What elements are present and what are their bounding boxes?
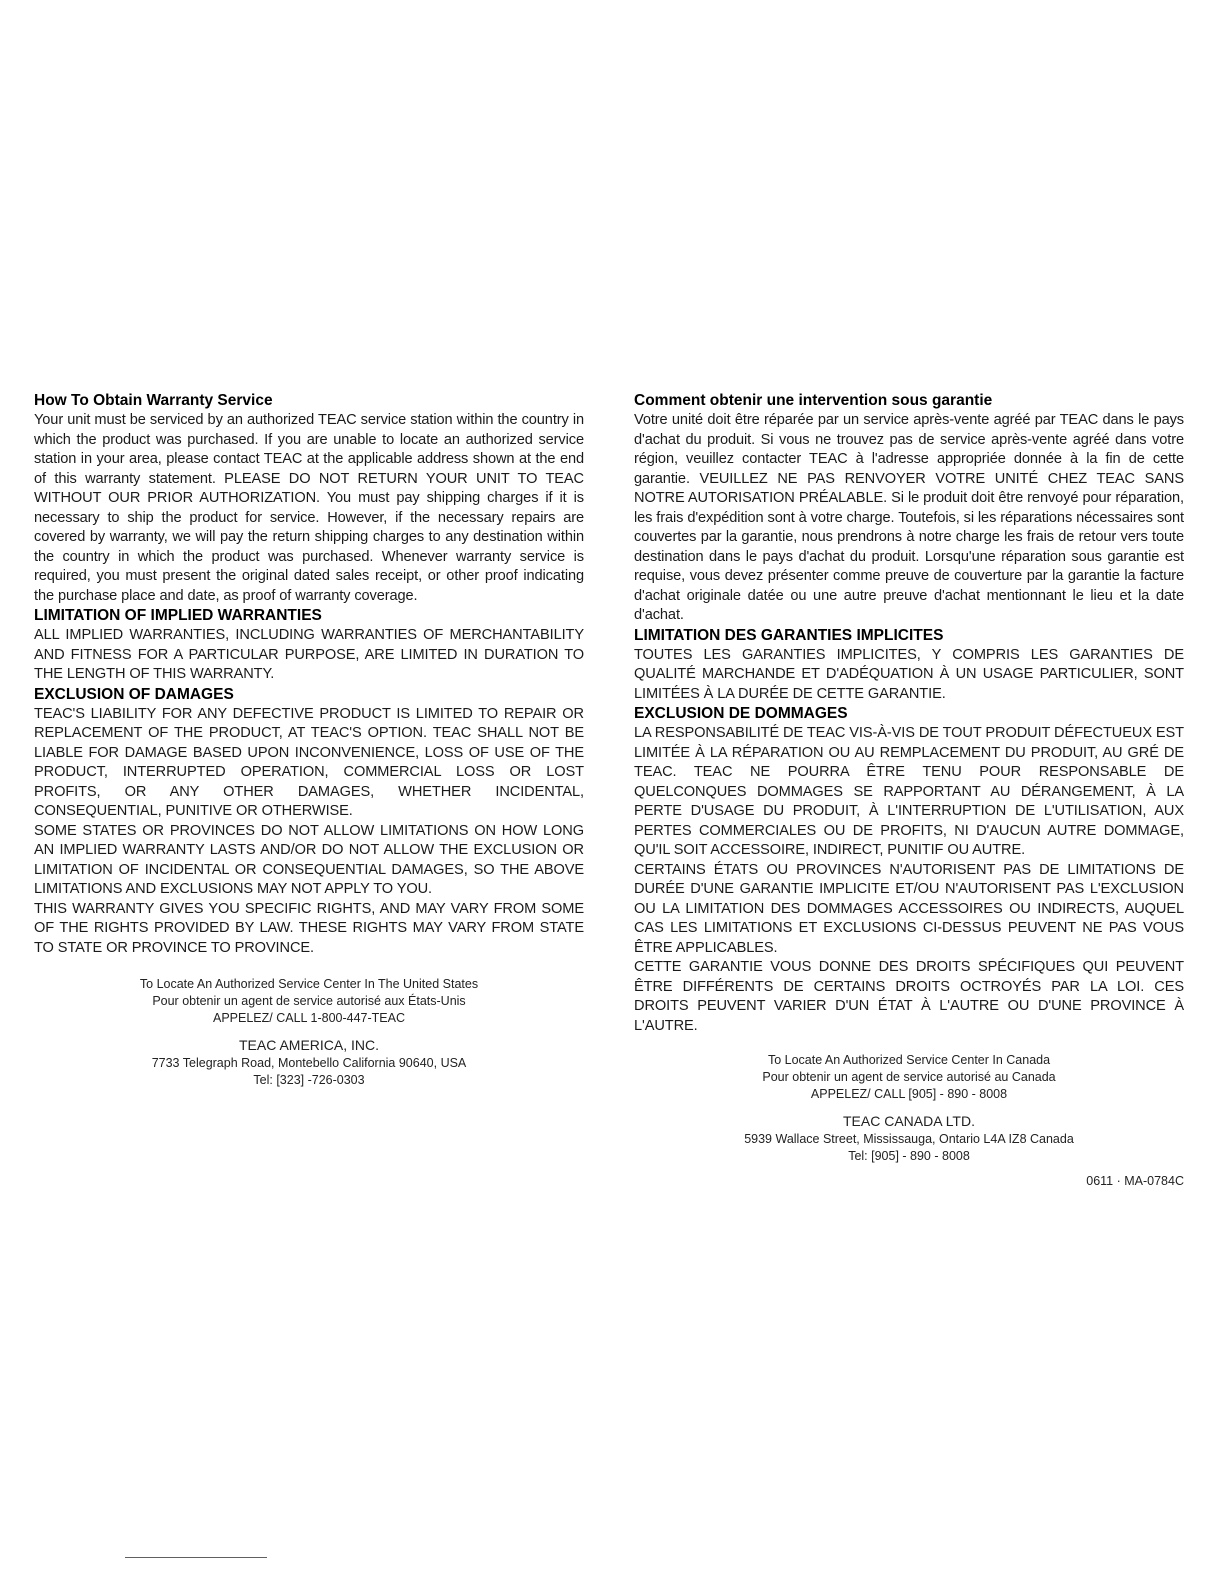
heading-intervention-garantie: Comment obtenir une intervention sous garantie <box>634 392 993 409</box>
canada-call-number: APPELEZ/ CALL [905] - 890 - 8008 <box>810 1087 1008 1101</box>
canada-company-address: 5939 Wallace Street, Mississauga, Ontario L4A IZ8 Canada <box>744 1132 1074 1146</box>
canada-company-tel: Tel: [905] - 890 - 8008 <box>848 1149 970 1163</box>
canada-locate-line-fr: Pour obtenir un agent de service autorisé au Canada <box>762 1070 1056 1084</box>
us-company-tel: Tel: [323] -726-0303 <box>253 1073 365 1087</box>
us-company-name: TEAC AMERICA, INC. <box>238 1037 380 1053</box>
paragraph-specific-rights: THIS WARRANTY GIVES YOU SPECIFIC RIGHTS, AND MAY VARY FROM SOME OF THE RIGHTS PROVIDED BY LAW. THESE RIGHTS MAY VARY FROM STATE TO STATE OR PROVINCE TO PROVINCE. <box>34 900 584 956</box>
paragraph-exclusion-of-damages: TEAC'S LIABILITY FOR ANY DEFECTIVE PRODUCT IS LIMITED TO REPAIR OR REPLACEMENT OF THE PRODUCT, AT TEAC'S OPTION. TEAC SHALL NOT BE LIABLE FOR DAMAGE BASED UPON INCONVENIENCE, LOSS OF USE OF THE PRODUCT, INTERRUPTED OPERATION, COMMERCIAL LOSS OR LOST PROFITS, OR ANY OTHER DAMAGES, WHETHER INCIDENTAL, CONSEQUENTIAL, PUNITIVE OR OTHERWISE. <box>34 705 584 819</box>
paragraph-droits-specifiques: CETTE GARANTIE VOUS DONNE DES DROITS SPÉCIFIQUES QUI PEUVENT ÊTRE DIFFÉRENTS DE CERTAINS DROITS OCTROYÉS PAR LA LOI. CES DROITS PEUVENT VARIER D'UN ÉTAT À L'AUTRE OU D'UNE PROVINCE À L'AUTRE. <box>634 959 1184 1034</box>
paragraph-limitations-etats: CERTAINS ÉTATS OU PROVINCES N'AUTORISENT PAS DE LIMITATIONS DE DURÉE D'UNE GARANTIE IMPLICITE ET/OU N'AUTORISENT PAS L'EXCLUSION OU LA LIMITATION DES DOMMAGES ACCESSOIRES OU INDIRECTS, AUQUEL CAS LES LIMITATIONS ET EXCLUSIONS CI-DESSUS PEUVENT NE PAS VOUS ÊTRE APPLICABLES. <box>634 861 1184 956</box>
canada-company-name: TEAC CANADA LTD. <box>843 1113 975 1129</box>
english-column <box>34 391 584 1089</box>
paragraph-limitation-implied-warranties: ALL IMPLIED WARRANTIES, INCLUDING WARRANTIES OF MERCHANTABILITY AND FITNESS FOR A PARTICULAR PURPOSE, ARE LIMITED IN DURATION TO THE LENGTH OF THIS WARRANTY. <box>34 627 584 682</box>
us-service-contact <box>34 976 584 1089</box>
heading-limitation-garanties-implicites: LIMITATION DES GARANTIES IMPLICITES <box>634 626 944 644</box>
heading-limitation-implied-warranties: LIMITATION OF IMPLIED WARRANTIES <box>34 607 322 624</box>
document-number: 0611 · MA-0784C <box>1086 1174 1184 1188</box>
heading-exclusion-de-dommages: EXCLUSION DE DOMMAGES <box>634 705 848 722</box>
paragraph-warranty-service: Your unit must be serviced by an authorized TEAC service station within the country in which the product was purchased. If you are unable to locate an authorized service station in your area, please contact TEAC at the applicable address shown at the end of this warranty statement. PLEASE DO NOT RETURN YOUR UNIT TO TEAC WITHOUT OUR PRIOR AUTHORIZATION. You must pay shipping charges if it is necessary to ship the product for service. However, if the necessary repairs are covered by warranty, we will pay the return shipping charges to any destination within the country in which the product was purchased. Whenever warranty service is required, you must present the original dated sales receipt, or other proof indicating the purchase place and date, as proof of warranty coverage. <box>34 412 584 604</box>
us-company-address: 7733 Telegraph Road, Montebello California 90640, USA <box>151 1056 467 1070</box>
us-locate-line: To Locate An Authorized Service Center In The United States <box>139 977 479 991</box>
canada-service-contact <box>634 1052 1184 1165</box>
canada-locate-line: To Locate An Authorized Service Center In Canada <box>767 1053 1051 1067</box>
paragraph-exclusion-de-dommages: LA RESPONSABILITÉ DE TEAC VIS-À-VIS DE TOUT PRODUIT DÉFECTUEUX EST LIMITÉE À LA RÉPARATION OU AU REMPLACEMENT DU PRODUIT, AU GRÉ DE TEAC. TEAC NE POURRA ÊTRE TENU POUR RESPONSABLE DE QUELCONQUES DOMMAGES SE RAPPORTANT AU DÉRANGEMENT, À LA PERTE D'USAGE DU PRODUIT, À L'INTERRUPTION DE L'UTILISATION, AUX PERTES COMMERCIALES OU DE PROFITS, NI D'AUCUN AUTRE DOMMAGE, QU'IL SOIT ACCESSOIRE, INDIRECT, PUNITIF OU AUTRE. <box>634 725 1184 858</box>
paragraph-state-limitations: SOME STATES OR PROVINCES DO NOT ALLOW LIMITATIONS ON HOW LONG AN IMPLIED WARRANTY LASTS AND/OR DO NOT ALLOW THE EXCLUSION OR LIMITATION OF INCIDENTAL OR CONSEQUENTIAL DAMAGES, SO THE ABOVE LIMITATIONS AND EXCLUSIONS MAY NOT APPLY TO YOU. <box>34 822 584 897</box>
paragraph-limitation-garanties-implicites: TOUTES LES GARANTIES IMPLICITES, Y COMPRIS LES GARANTIES DE QUALITÉ MARCHANDE ET D'ADÉQUATION À UN USAGE PARTICULIER, SONT LIMITÉES À LA DURÉE DE CETTE GARANTIE. <box>634 646 1184 702</box>
heading-exclusion-of-damages: EXCLUSION OF DAMAGES <box>34 685 234 703</box>
french-column <box>634 391 1184 1190</box>
us-locate-line-fr: Pour obtenir un agent de service autorisé aux États-Unis <box>152 994 466 1008</box>
us-call-number: APPELEZ/ CALL 1-800-447-TEAC <box>213 1011 405 1025</box>
paragraph-intervention-garantie: Votre unité doit être réparée par un service après-vente agréé par TEAC dans le pays d'achat du produit. Si vous ne trouvez pas de service après-vente agréé dans votre région, veuillez contacter TEAC à l'adresse appropriée donnée à la fin de cette garantie. VEUILLEZ NE PAS RENVOYER VOTRE UNITÉ CHEZ TEAC SANS NOTRE AUTORISATION PRÉALABLE. Si le produit doit être renvoyé pour réparation, les frais d'expédition sont à votre charge. Toutefois, si les réparations nécessaires sont couvertes par la garantie, nous prendrons à notre charge les frais de retour vers toute destination dans le pays d'achat du produit. Lorsqu'une réparation sous garantie est requise, vous devez présenter comme preuve de couverture par la garantie la facture d'achat originale datée ou une autre preuve d'achat mentionnant le lieu et la date d'achat. <box>634 412 1185 623</box>
bottom-divider <box>125 1557 267 1558</box>
heading-warranty-service: How To Obtain Warranty Service <box>34 392 273 409</box>
